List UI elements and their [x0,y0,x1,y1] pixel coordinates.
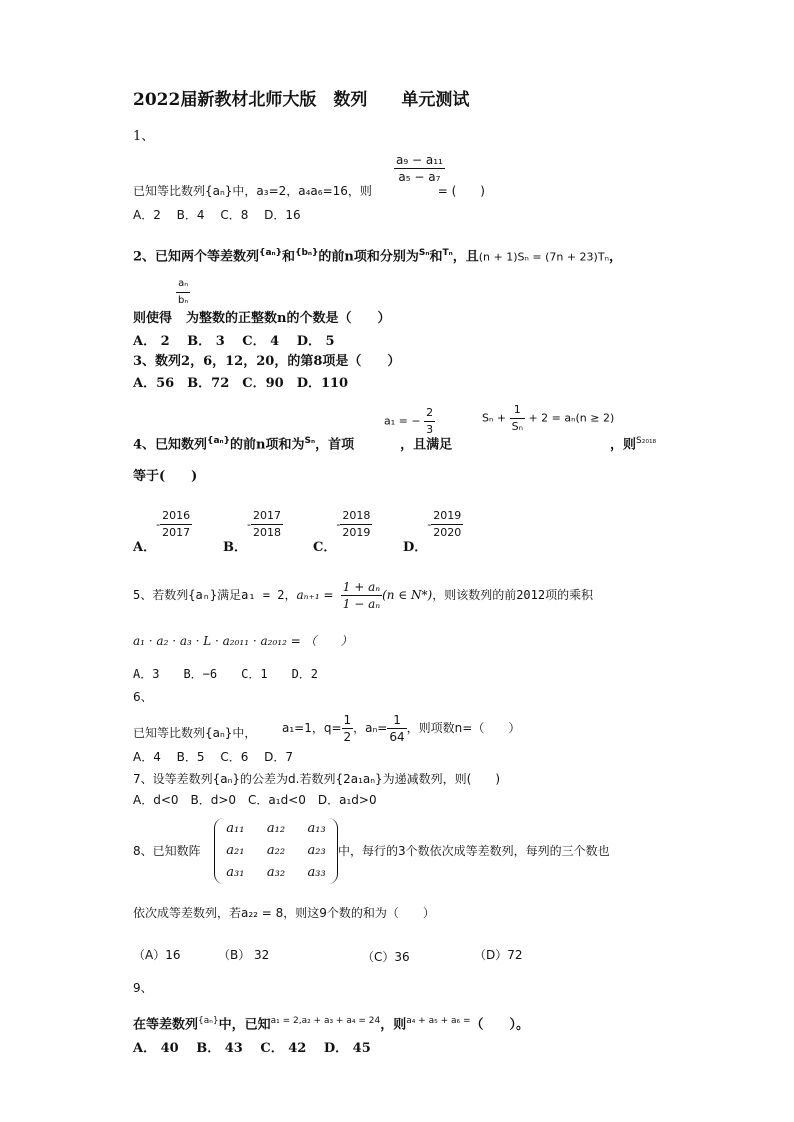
minus-sign: - [427,518,432,531]
q6-stem-a: 已知等比数列{aₙ}中， [133,726,257,740]
q9-stem-c: ，则 [380,1017,407,1033]
q6-q-num: 1 [343,713,352,727]
q1-stem-text: 已知等比数列{aₙ}中，a₃=2，a₄a₆=16，则 [133,184,372,198]
q8-option-a: （A）16 [133,948,181,962]
matrix-cell: a₁₃ [307,821,326,836]
q5-stem [133,579,593,612]
q6-an: ，aₙ= [353,721,388,735]
q4-line2: 等于( ) [133,469,198,484]
q8-stem-b: 中，每行的3个数依次成等差数列，每列的三个数也 [338,844,610,858]
q8-option-c: （C）36 [362,950,410,964]
q2-stem [133,244,622,266]
q4-option-b [223,508,283,555]
q3-options: A．56 B．72 C．90 D．110 [133,376,349,391]
q5-rec-b: (n ∈ N*) [382,588,433,602]
q6-an-den: 64 [389,730,405,744]
q8-matrix [214,818,338,884]
fraction-denominator: 2020 [433,526,462,539]
matrix-row [215,840,337,862]
q2-bn: {bₙ} [295,248,319,258]
q4-option-label: C． [313,540,337,555]
q2-line2-a: 则使得 [133,311,173,326]
matrix-cell: a₂₁ [226,843,245,858]
q6-number: 6、 [133,690,153,704]
q2-condition: (n + 1)Sₙ = (7n + 23)Tₙ [478,250,609,264]
q8-line2: 依次成等差数列，若a₂₂ = 8，则这9个数的和为（ ） [133,906,435,920]
q4-option-fraction [160,508,192,541]
q4-a1-num: 2 [424,405,435,422]
q1-stem-tail: = ( ) [433,184,485,198]
q5-options: A．3 B．−6 C．1 D．2 [133,667,319,681]
q2-an: {aₙ} [259,248,283,258]
matrix-cell: a₃₁ [226,865,245,880]
q4-option-label: B． [223,540,247,555]
q1-options: A．2 B．4 C．8 D．16 [133,208,301,222]
q2-tn: Tₙ [442,248,453,258]
q2-frac-denominator: bₙ [178,295,189,306]
minus-sign: - [336,518,341,531]
q2-options: A． 2 B． 3 C． 4 D． 5 [133,334,335,349]
q4-option-label: A． [133,540,157,555]
q8-option-d: （D）72 [474,948,523,962]
fraction-denominator: 2019 [342,526,371,539]
q9-stem-d: （ ）。 [470,1017,530,1033]
q1-frac-denominator: a₅ − a₇ [398,170,441,184]
q2-stem-d: 和 [429,249,443,265]
q1-stem [133,182,485,200]
q2-fraction [176,276,190,309]
q2-stem-c: 的前n项和分别为 [318,249,419,265]
matrix-cell: a₂₂ [266,843,286,858]
matrix-row [215,862,337,884]
q5-stem-a: 5、若数列{aₙ}满足a₁ = 2， [133,588,297,602]
q1-fraction [394,152,445,185]
q6-a1: a₁=1， [282,721,324,735]
q5-rec-num: 1 + aₙ [342,580,381,594]
q9-stem-a: 在等差数列 [133,1017,199,1033]
q4-a1-den: 3 [426,423,434,436]
q9-stem-b: 中，已知 [218,1017,271,1033]
q6-formula [282,712,520,745]
q2-stem-e: ，且 [452,249,479,265]
q4-option-a [133,508,192,555]
q2-stem-a: 2、已知两个等差数列 [133,249,260,265]
q1-frac-numerator: a₉ − a₁₁ [396,153,443,167]
fraction-numerator: 2018 [340,508,372,525]
q4-stem-c: ，首项 [315,437,355,453]
matrix-cell: a₁₁ [226,821,245,836]
page-title: 2022届新教材北师大版 数列 单元测试 [133,90,470,110]
q4-sn: Sₙ [304,436,316,446]
minus-sign: - [156,518,161,531]
q4-option-label: D． [403,540,428,555]
q7-options: A．d<0 B．d>0 C．a₁d<0 D．a₁d>0 [133,793,377,807]
q4-stem-b: 的前n项和为 [230,437,305,453]
q6-options: A．4 B．5 C．6 D．7 [133,750,294,764]
fraction-numerator: 2019 [431,508,463,525]
q4-cond-a: Sₙ + [482,411,507,425]
q4-stem-a: 4、巳知数列 [133,437,208,453]
q8-stem-a: 8、已知数阵 [133,844,201,858]
q6-q: q= [323,721,342,735]
q9-options: A． 40 B． 43 C． 42 D． 45 [133,1041,371,1056]
q4-cond-num: 1 [510,402,525,419]
q4-cond-b: + 2 = aₙ(n ≥ 2) [528,411,615,425]
q2-frac-numerator: aₙ [176,276,190,293]
q1-number: 1、 [133,129,155,144]
q2-sn: Sₙ [418,248,430,258]
matrix-cell: a₃₃ [307,865,326,880]
q4-option-c [313,508,372,555]
q2-stem-f: ， [608,249,622,265]
q6-stem [133,724,256,742]
minus-sign: - [247,518,251,531]
fraction-denominator: 2018 [252,526,281,539]
fraction-numerator: 2017 [251,508,283,525]
q5-rec-a: aₙ₊₁ = [296,588,334,602]
q3-stem: 3、数列2，6，12，20，的第8项是（ ） [133,354,401,369]
fraction-numerator: 2016 [160,508,192,525]
q2-stem-b: 和 [282,249,296,265]
q9-stem [133,1012,529,1034]
q2-line2 [133,310,390,328]
q4-option-d [403,508,463,555]
q4-first-term [384,405,435,438]
q4-a1: a₁ = − [384,414,421,428]
q8-option-b: （B） 32 [218,948,270,962]
q9-number: 9、 [133,981,153,995]
q9-an: {aₙ} [198,1016,219,1026]
q4-option-fraction [431,508,463,541]
fraction-denominator: 2017 [162,526,191,539]
q7-stem: 7、设等差数列{aₙ}的公差为d.若数列{2a₁aₙ}为递减数列，则( ) [133,772,501,786]
q4-cond-den: Sₙ [511,420,523,433]
q4-stem-d: ，且满足 [400,437,453,453]
q6-stem-b: ，则项数n=（ ） [406,721,521,735]
q4-option-fraction [340,508,372,541]
q4-an: {aₙ} [207,436,231,446]
matrix-cell: a₂₃ [307,843,326,858]
q9-condition: a₁ = 2,a₂ + a₃ + a₄ = 24 [270,1016,381,1026]
matrix-cell: a₁₂ [266,821,286,836]
q4-stem-e: ，则 [610,437,637,453]
matrix-cell: a₃₂ [266,865,286,880]
q4-s2018: S₂₀₁₈ [636,436,657,446]
q4-condition [482,402,614,435]
q4-option-fraction [251,508,283,541]
q6-q-den: 2 [343,730,352,744]
q5-stem-b: ，则该数列的前2012项的乘积 [432,588,594,602]
q9-target: a₄ + a₅ + a₆ = [406,1016,471,1026]
q4-target [610,432,656,454]
q5-line2: a₁ · a₂ · a₃ · L · a₂₀₁₁ · a₂₀₁₂ = （ ） [133,634,353,648]
matrix-row [215,818,337,840]
q5-rec-den: 1 − aₙ [342,597,381,611]
q2-line2-b: 为整数的正整数n的个数是（ ） [186,311,391,326]
q6-an-num: 1 [387,712,406,729]
